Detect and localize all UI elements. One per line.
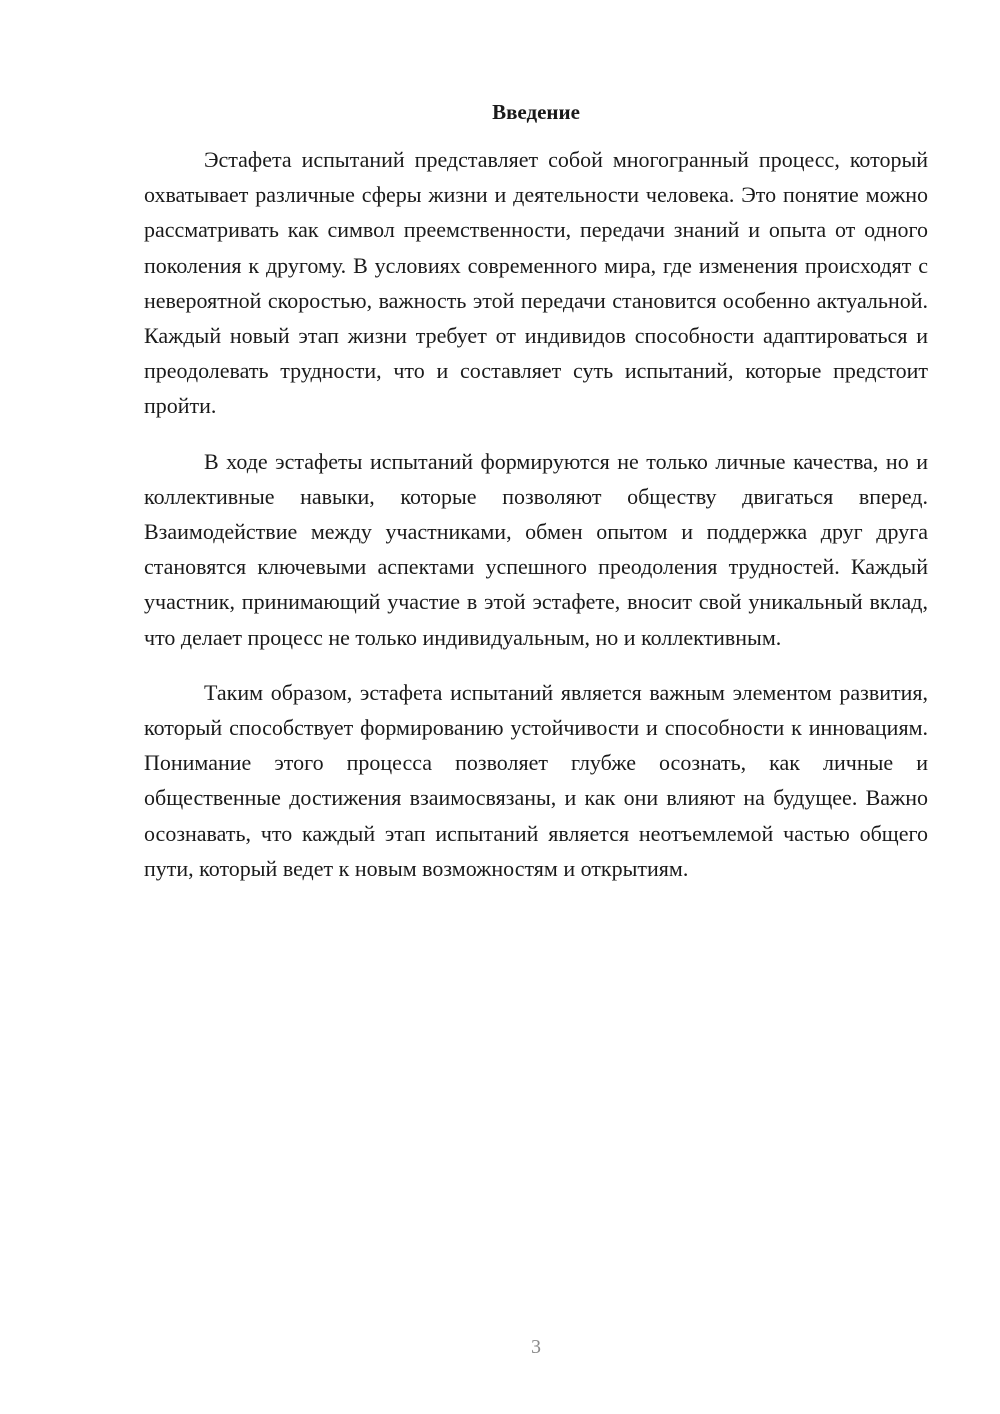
paragraph-2: В ходе эстафеты испытаний формируются не только личные качества, но и коллективные навыки, которые позволяют обществу двигаться вперед. Взаимодействие между участниками, обмен опытом и поддержка друг друга становятся ключевыми аспектами успешного преодоления трудностей. Каждый участник, принимающий участие в этой эстафете, вносит свой уникальный вклад, что делает процесс не только индивидуальным, но и коллективным.: [144, 448, 928, 650]
body-text: [144, 142, 928, 906]
section-heading: Введение: [492, 100, 580, 124]
paragraph-3: Таким образом, эстафета испытаний является важным элементом развития, который способствует формированию устойчивости и способности к инновациям. Понимание этого процесса позволяет глубже осознать, как личные и общественные достижения взаимосвязаны, и как они влияют на будущее. Важно осознавать, что каждый этап испытаний является неотъемлемой частью общего пути, который ведет к новым возможностям и открытиям.: [144, 679, 928, 881]
paragraph-1: Эстафета испытаний представляет собой многогранный процесс, который охватывает различные сферы жизни и деятельности человека. Это понятие можно рассматривать как символ преемственности, передачи знаний и опыта от одного поколения к другому. В условиях современного мира, где изменения происходят с невероятной скоростью, важность этой передачи становится особенно актуальной. Каждый новый этап жизни требует от индивидов способности адаптироваться и преодолевать трудности, что и составляет суть испытаний, которые предстоит пройти.: [144, 147, 928, 419]
page-number: 3: [531, 1336, 541, 1358]
